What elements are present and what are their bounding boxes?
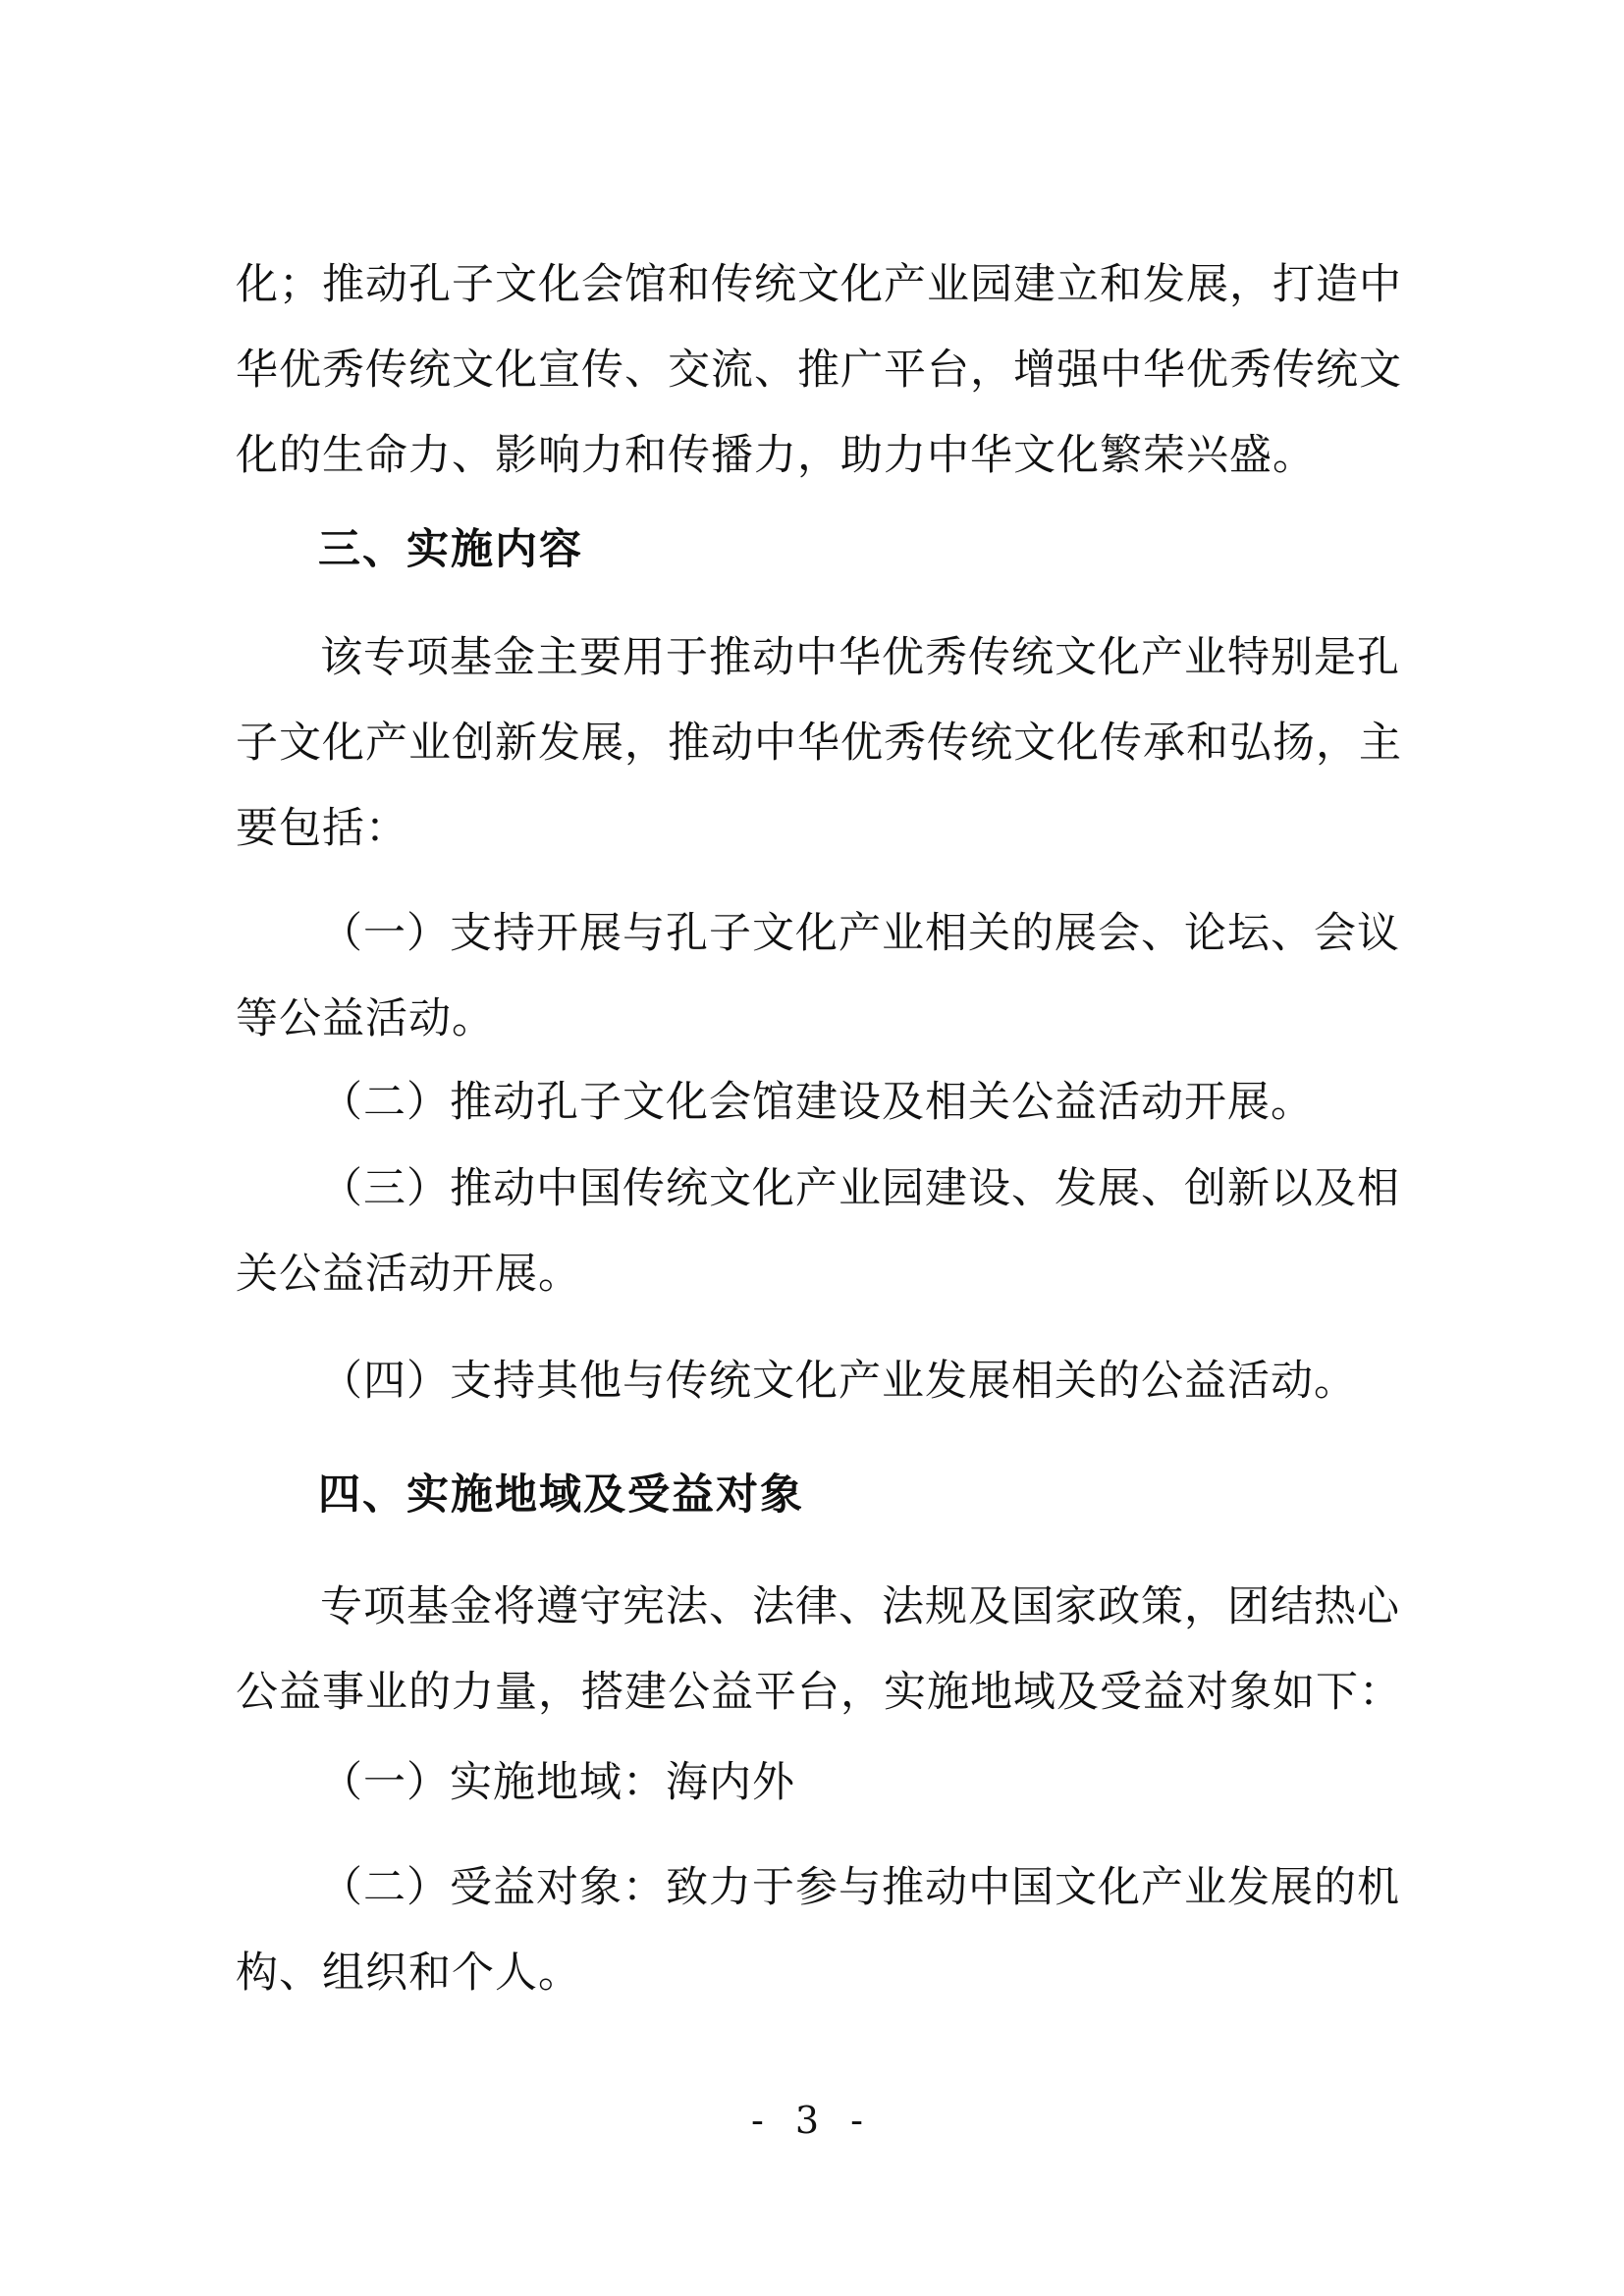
paragraph-region: （一）实施地域：海内外 — [320, 1758, 795, 1807]
section-heading-region-beneficiaries: 四、实施地域及受益对象 — [318, 1470, 804, 1520]
paragraph-fund-purpose: 该专项基金主要用于推动中华优秀传统文化产业特别是孔子文化产业创新发展，推动中华优秀传统文化传承和弘扬，主要包括： — [236, 633, 1402, 853]
paragraph-item-4: （四）支持其他与传统文化产业发展相关的公益活动。 — [320, 1357, 1357, 1406]
paragraph-region-intro: 专项基金将遵守宪法、法律、法规及国家政策，团结热心公益事业的力量，搭建公益平台，实施地域及受益对象如下： — [236, 1582, 1402, 1717]
page-number: - 3 - — [750, 2099, 873, 2142]
paragraph-item-2: （二）推动孔子文化会馆建设及相关公益活动开展。 — [320, 1078, 1314, 1127]
section-heading-implementation-content: 三、实施内容 — [318, 525, 583, 574]
paragraph-beneficiaries: （二）受益对象：致力于参与推动中国文化产业发展的机构、组织和个人。 — [236, 1863, 1400, 1998]
paragraph-item-3: （三）推动中国传统文化产业园建设、发展、创新以及相关公益活动开展。 — [236, 1164, 1400, 1299]
paragraph-item-1: （一）支持开展与孔子文化产业相关的展会、论坛、会议等公益活动。 — [236, 909, 1400, 1043]
paragraph-continuation: 化；推动孔子文化会馆和传统文化产业园建立和发展，打造中华优秀传统文化宣传、交流、推广平台，增强中华优秀传统文化的生命力、影响力和传播力，助力中华文化繁荣兴盛。 — [236, 260, 1402, 480]
